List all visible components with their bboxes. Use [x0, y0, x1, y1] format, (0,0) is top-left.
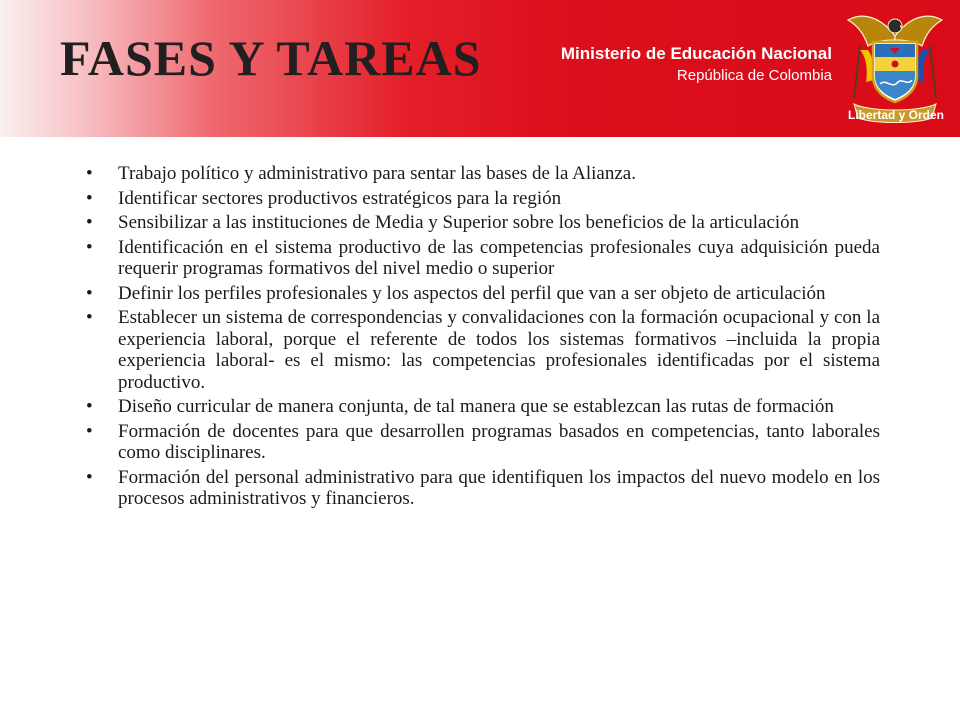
bullet-item [86, 396, 880, 418]
bullet-marker: • [86, 466, 93, 488]
bullet-list [86, 163, 880, 513]
bullet-text: Establecer un sistema de correspondencias y convalidaciones con la formación ocupacional y con la experiencia laboral, porque el referente de todos los sistemas formativos –incluida la propia experiencia laboral- es el mismo: las competencias profesionales identificadas por el sistema productivo. [118, 307, 880, 393]
bullet-item [86, 421, 880, 464]
bullet-text: Definir los perfiles profesionales y los aspectos del perfil que van a ser objeto de articulación [118, 282, 826, 304]
bullet-text: Diseño curricular de manera conjunta, de tal manera que se establezcan las rutas de formación [118, 396, 834, 417]
bullet-marker: • [86, 282, 93, 304]
bullet-text: Formación de docentes para que desarrollen programas basados en competencias, tanto laborales como disciplinares. [118, 420, 880, 463]
country-name: República de Colombia [676, 67, 832, 84]
bullet-marker: • [86, 307, 93, 328]
bullet-text: Sensibilizar a las instituciones de Media y Superior sobre los beneficios de la articulación [118, 212, 800, 233]
bullet-marker: • [86, 420, 93, 442]
bullet-item [86, 212, 880, 234]
page-title: FASES Y TAREAS [60, 30, 482, 86]
header-banner [0, 0, 960, 137]
motto-text: Libertad y Orden [847, 108, 945, 122]
bullet-text: Identificación en el sistema productivo de las competencias profesionales cuya adquisición pueda requerir programas formativos del nivel medio o superior [118, 236, 880, 279]
bullet-marker: • [86, 187, 93, 209]
bullet-marker: • [86, 212, 93, 233]
ministry-name: Ministerio de Educación Nacional [560, 44, 832, 63]
bullet-text: Formación del personal administrativo para que identifiquen los impactos del nuevo modelo en los procesos administrativos y financieros. [118, 466, 880, 509]
bullet-text: Trabajo político y administrativo para sentar las bases de la Alianza. [118, 163, 636, 184]
bullet-item [86, 283, 880, 305]
bullet-item [86, 467, 880, 510]
bullet-item [86, 163, 880, 185]
bullet-item [86, 307, 880, 393]
bullet-marker: • [86, 396, 93, 417]
bullet-item [86, 237, 880, 280]
bullet-marker: • [86, 163, 93, 184]
bullet-marker: • [86, 236, 93, 258]
bullet-item [86, 188, 880, 210]
ministry-block [561, 43, 832, 87]
bullet-text: Identificar sectores productivos estratégicos para la región [118, 187, 562, 209]
